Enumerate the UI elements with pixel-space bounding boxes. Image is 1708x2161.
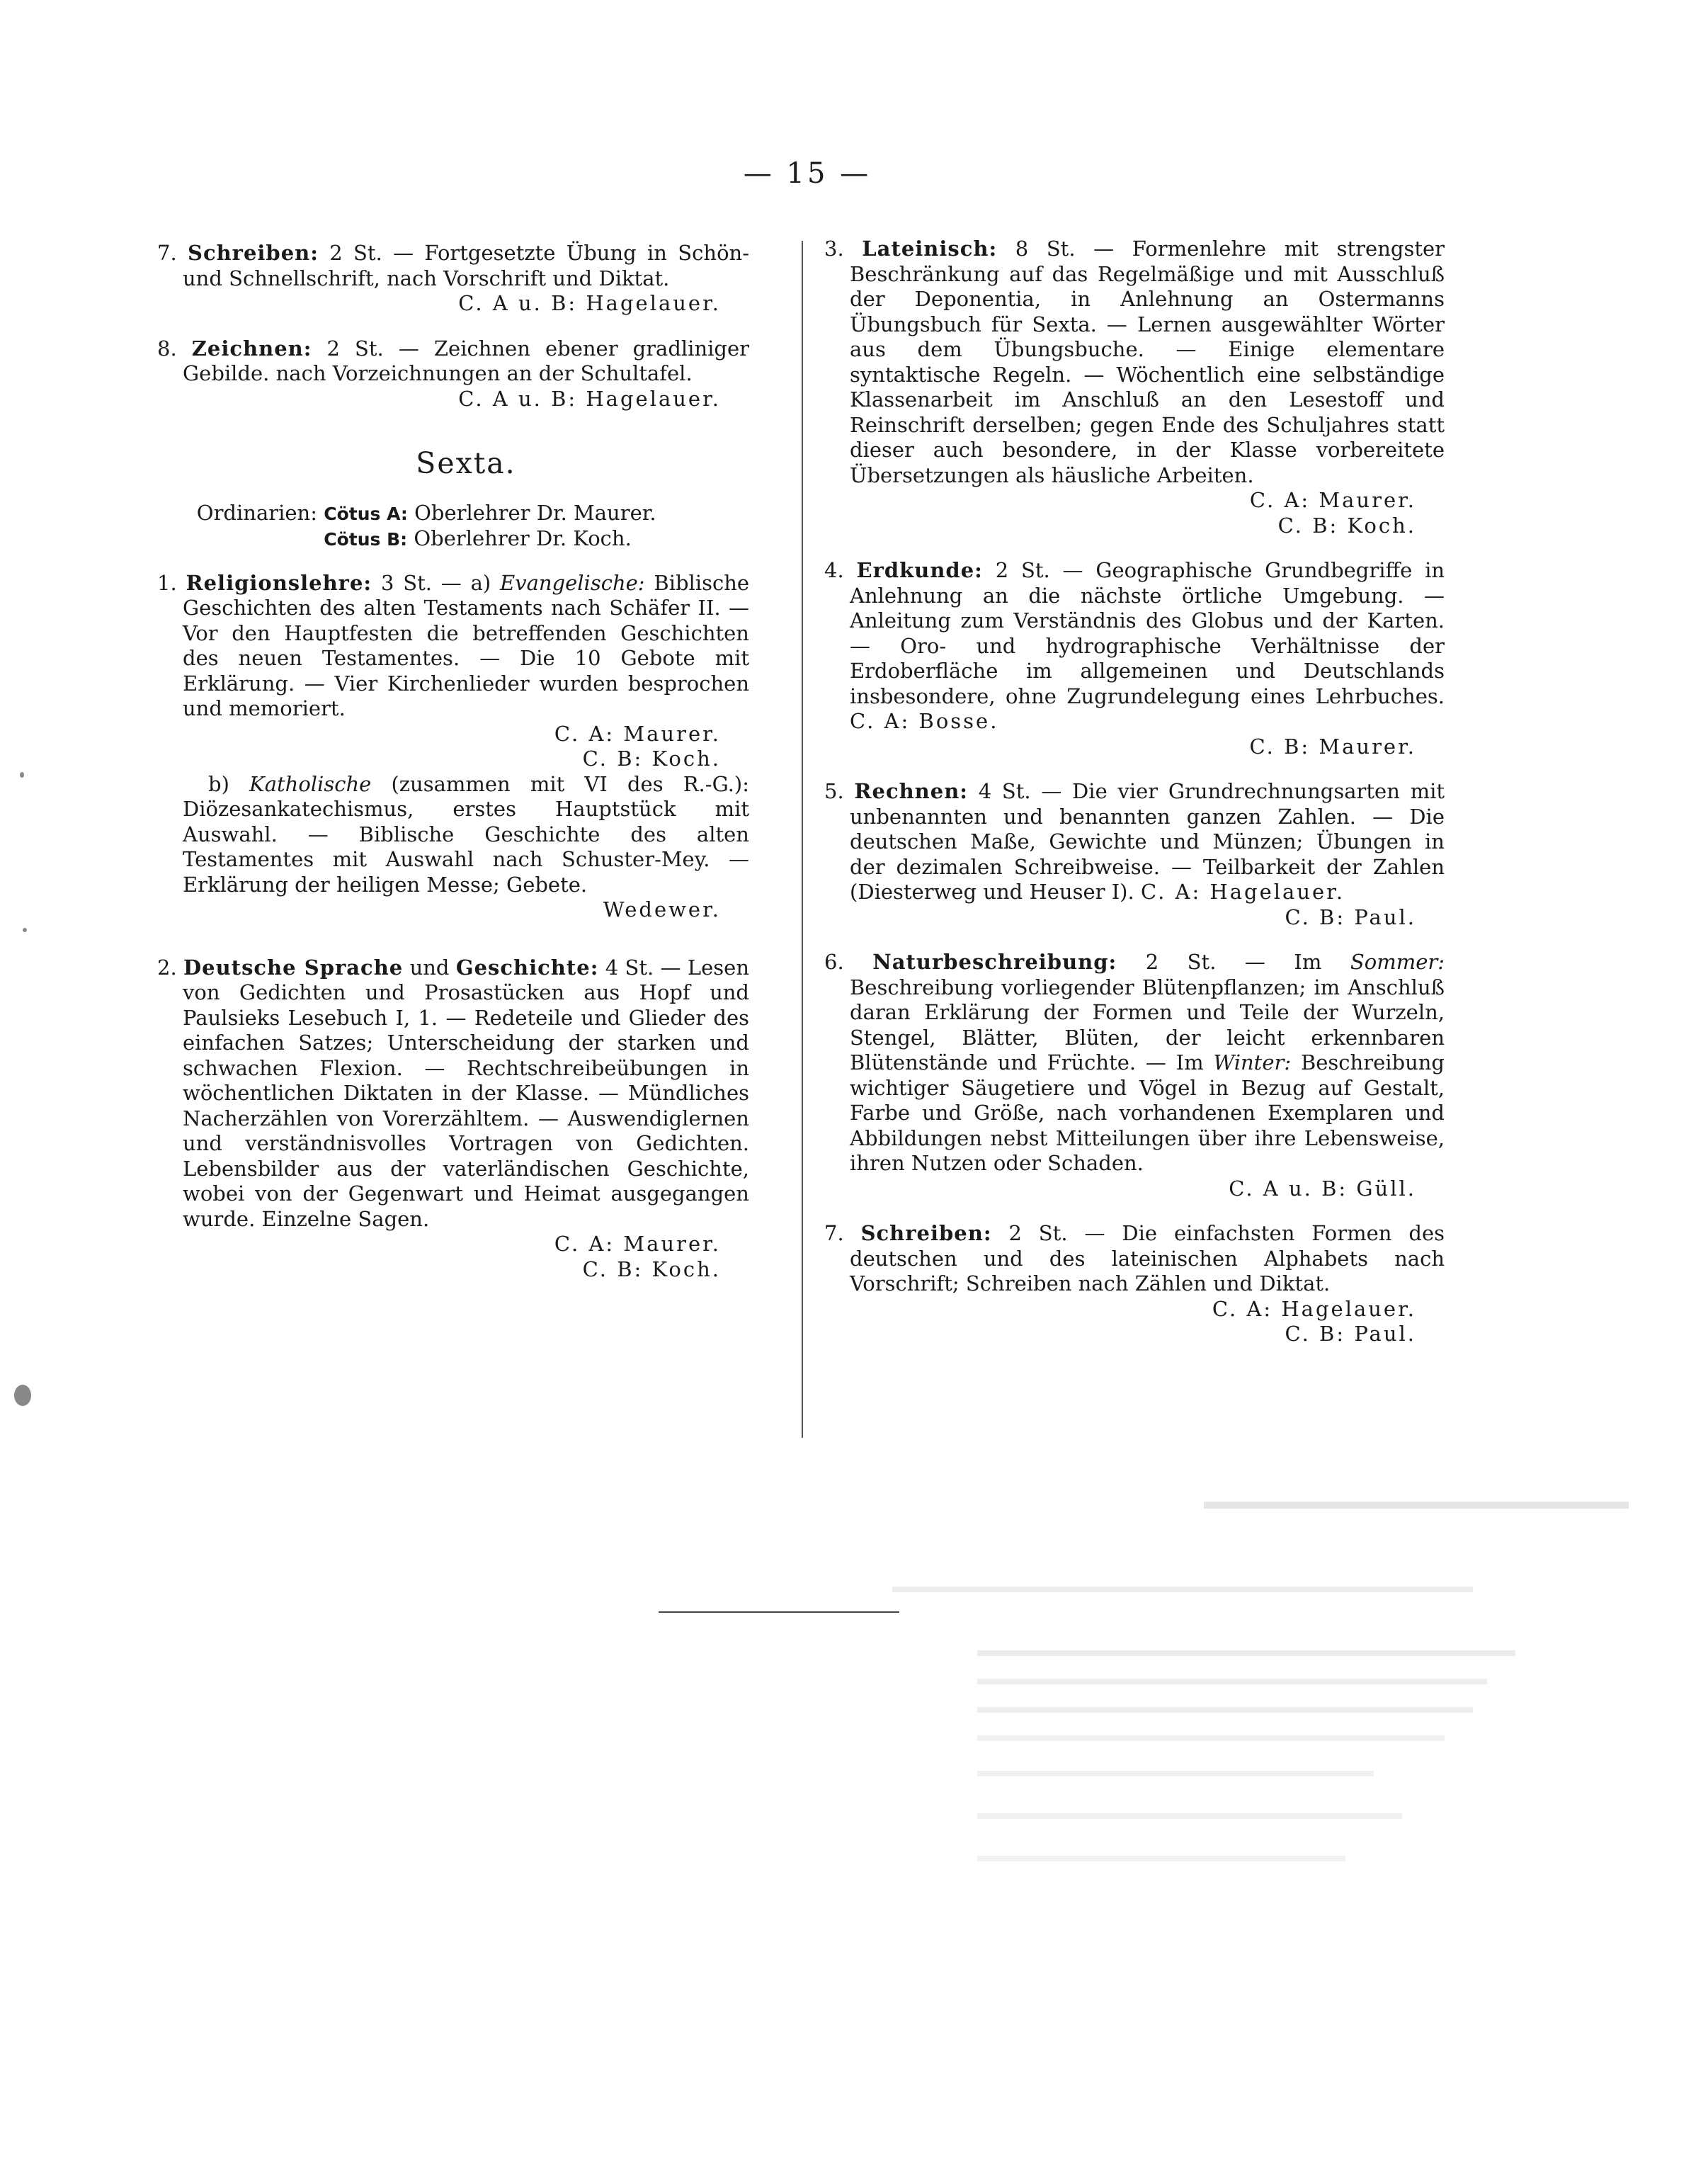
evangelisch-label: Evangelische: — [500, 570, 645, 595]
teacher-line: C. B: Paul. — [1285, 1322, 1416, 1346]
section-heading-2: Geschichte: — [455, 955, 599, 980]
section-text: 2 St. — Im — [1145, 950, 1322, 974]
teacher-line: C. A: Hagelauer. — [1212, 1296, 1416, 1321]
ordinarien-label: Ordinarien: — [196, 500, 317, 525]
section-text: 3 St. — a) — [380, 570, 491, 595]
teacher-line: C. B: Paul. — [1285, 904, 1416, 929]
section-text: (zusammen mit VI des R.-G.): Diözesankatechismus, erstes Hauptstück mit Auswahl. — Biblische Geschichte des alten Testamentes mit Auswahl nach Schuster-Mey. — Erklärung der heiligen Messe; Gebete. — [183, 771, 749, 897]
item-number: 6. — [824, 950, 844, 974]
coetus-a-label: Cötus A: — [324, 503, 408, 524]
section-text: Beschreibung vorliegender Blütenpflanzen; im Anschluß daran Erklärung der Formen und Teile der Wurzeln, Stengel, Blätter, Blüten, der leicht erkennbaren Blütenstände und Früchte. — Im — [850, 975, 1445, 1074]
teacher-line: C. A: Maurer. — [554, 1232, 721, 1256]
katholisch-label: Katholische — [249, 771, 372, 796]
teacher-line: C. B: Koch. — [582, 747, 721, 771]
section-heading: Schreiben: — [188, 241, 319, 265]
sommer-label: Sommer: — [1350, 950, 1445, 974]
section-text: 4 St. — Lesen von Gedichten und Prosastücken aus Hopf und Paulsieks Lesebuch I, 1. — Redeteile und Glieder des einfachen Satzes; Unterscheidung der starken und schwachen Flexion. — Rechtschreibeübungen in wöchentlichen Diktaten in der Klasse. — Mündliches Nacherzählen von Vorerzähltem. — Auswendiglernen und verständnisvolles Vortragen von Gedichten. Lebensbilder aus der vaterländischen Geschichte, wobei von der Gegenwart und Heimat ausgegangen wurde. Einzelne Sagen. — [183, 955, 749, 1231]
section-text: 2 St. — Zeichnen ebener gradliniger Gebilde. nach Vorzeichnungen an der Schultafel. — [183, 336, 749, 385]
section-erdkunde — [824, 558, 1445, 759]
teacher-line: C. A: Maurer. — [554, 721, 721, 746]
coetus-b-label: Cötus B: — [324, 529, 408, 550]
teacher-line: Wedewer. — [603, 897, 721, 921]
section-heading: Religionslehre: — [186, 570, 372, 595]
section-text: und — [409, 955, 450, 980]
item-number: 5. — [824, 779, 844, 803]
page-number: — 15 — — [743, 157, 872, 190]
teacher-line: C. B: Maurer. — [1249, 734, 1416, 759]
section-text: 4 St. — Die vier Grundrechnungsarten mit unbenannten und benannten ganzen Zahlen. — Die deutschen Maße, Gewichte und Münzen; Übungen in der dezimalen Schreibweise. — Teilbarkeit der Zahlen (Diesterweg und Heuser I). — [850, 779, 1445, 904]
teacher-inline: C. A: Hagelauer. — [1140, 880, 1345, 904]
teacher-inline: C. A: Bosse. — [850, 709, 999, 733]
section-text: 2 St. — Fortgesetzte Übung in Schön- und Schnellschrift, nach Vorschrift und Diktat. — [183, 241, 750, 290]
section-religion — [157, 570, 750, 923]
teacher-line: C. A: Maurer. — [1249, 488, 1416, 512]
item-number: 7. — [824, 1221, 844, 1245]
end-rule — [659, 1611, 899, 1613]
section-schreiben-quinta — [157, 241, 750, 317]
section-text: 2 St. — Die einfachsten Formen des deutschen und des lateinischen Alphabets nach Vorschrift; Schreiben nach Zählen und Diktat. — [850, 1221, 1445, 1295]
winter-label: Winter: — [1213, 1050, 1292, 1074]
margin-speck — [20, 772, 24, 778]
teacher-line: C. B: Koch. — [582, 1257, 721, 1281]
coetus-a-teacher: Oberlehrer Dr. Maurer. — [414, 500, 656, 525]
section-heading: Rechnen: — [854, 779, 969, 803]
section-text: Beschreibung wichtiger Säugetiere und Vögel in Bezug auf Gestalt, Farbe und Größe, nach vorhandenen Exemplaren und Abbildungen nebst Mitteilungen über ihre Lebensweise, ihren Nutzen oder Schaden. — [850, 1050, 1445, 1175]
item-number: 3. — [824, 237, 844, 261]
section-text: Biblische Geschichten des alten Testaments nach Schäfer II. — Vor den Hauptfesten die betreffenden Geschichten des neuen Testamentes. — Die 10 Gebote mit Erklärung. — Vier Kirchenlieder wurden besprochen und memoriert. — [183, 570, 750, 720]
margin-speck — [23, 928, 27, 932]
sub-item-b: b) — [208, 771, 229, 796]
section-latein — [824, 237, 1445, 538]
section-heading: Zeichnen: — [191, 336, 312, 361]
section-text: 2 St. — Geographische Grundbegriffe in Anlehnung an die nächste örtliche Umgebung. — Anleitung zum Verständnis des Globus und der Karten. — Oro- und hydrographische Verhältnisse der Erdoberfläche im allgemeinen und Deutschlands insbesondere, ohne Zugrundelegung eines Lehrbuches. — [850, 558, 1445, 708]
section-deutsch — [157, 955, 749, 1283]
ordinarien — [183, 501, 749, 552]
teacher-line: C. B: Koch. — [1277, 513, 1416, 538]
section-zeichnen-quinta — [157, 336, 749, 412]
item-number: 4. — [824, 558, 844, 582]
class-title-sexta: Sexta. — [416, 446, 516, 480]
right-column — [824, 237, 1445, 1367]
column-divider — [802, 241, 803, 1438]
item-number: 1. — [157, 570, 177, 595]
section-heading: Lateinisch: — [862, 237, 998, 261]
section-rechnen — [824, 779, 1445, 930]
section-heading: Schreiben: — [860, 1221, 992, 1245]
teacher-line: C. A u. B: Hagelauer. — [458, 386, 721, 411]
left-column — [157, 241, 750, 1302]
item-number: 2. — [157, 955, 177, 980]
binding-hole-mark — [14, 1385, 31, 1406]
item-number: 8. — [157, 336, 177, 361]
section-naturbeschreibung — [824, 950, 1445, 1201]
section-heading: Naturbeschreibung: — [872, 950, 1117, 974]
coetus-b-teacher: Oberlehrer Dr. Koch. — [414, 526, 632, 550]
section-heading: Deutsche Sprache — [183, 955, 404, 980]
teacher-line: C. A u. B: Güll. — [1229, 1176, 1416, 1201]
section-heading: Erdkunde: — [856, 558, 983, 582]
section-schreiben-sexta — [824, 1221, 1445, 1347]
teacher-line: C. A u. B: Hagelauer. — [458, 291, 721, 315]
item-number: 7. — [157, 241, 177, 265]
section-text: 8 St. — Formenlehre mit strengster Beschränkung auf das Regelmäßige und mit Ausschluß der Deponentia, in Anlehnung an Ostermanns Übungsbuch für Sexta. — Lernen ausgewählter Wörter aus dem Übungsbuche. — Einige elementare syntaktische Regeln. — Wöchentlich eine selbständige Klassenarbeit im Anschluß an den Lesestoff und Reinschrift derselben; gegen Ende des Schuljahres statt dieser auch besondere, in der Klasse vorbereitete Übersetzungen als häusliche Arbeiten. — [850, 237, 1445, 487]
